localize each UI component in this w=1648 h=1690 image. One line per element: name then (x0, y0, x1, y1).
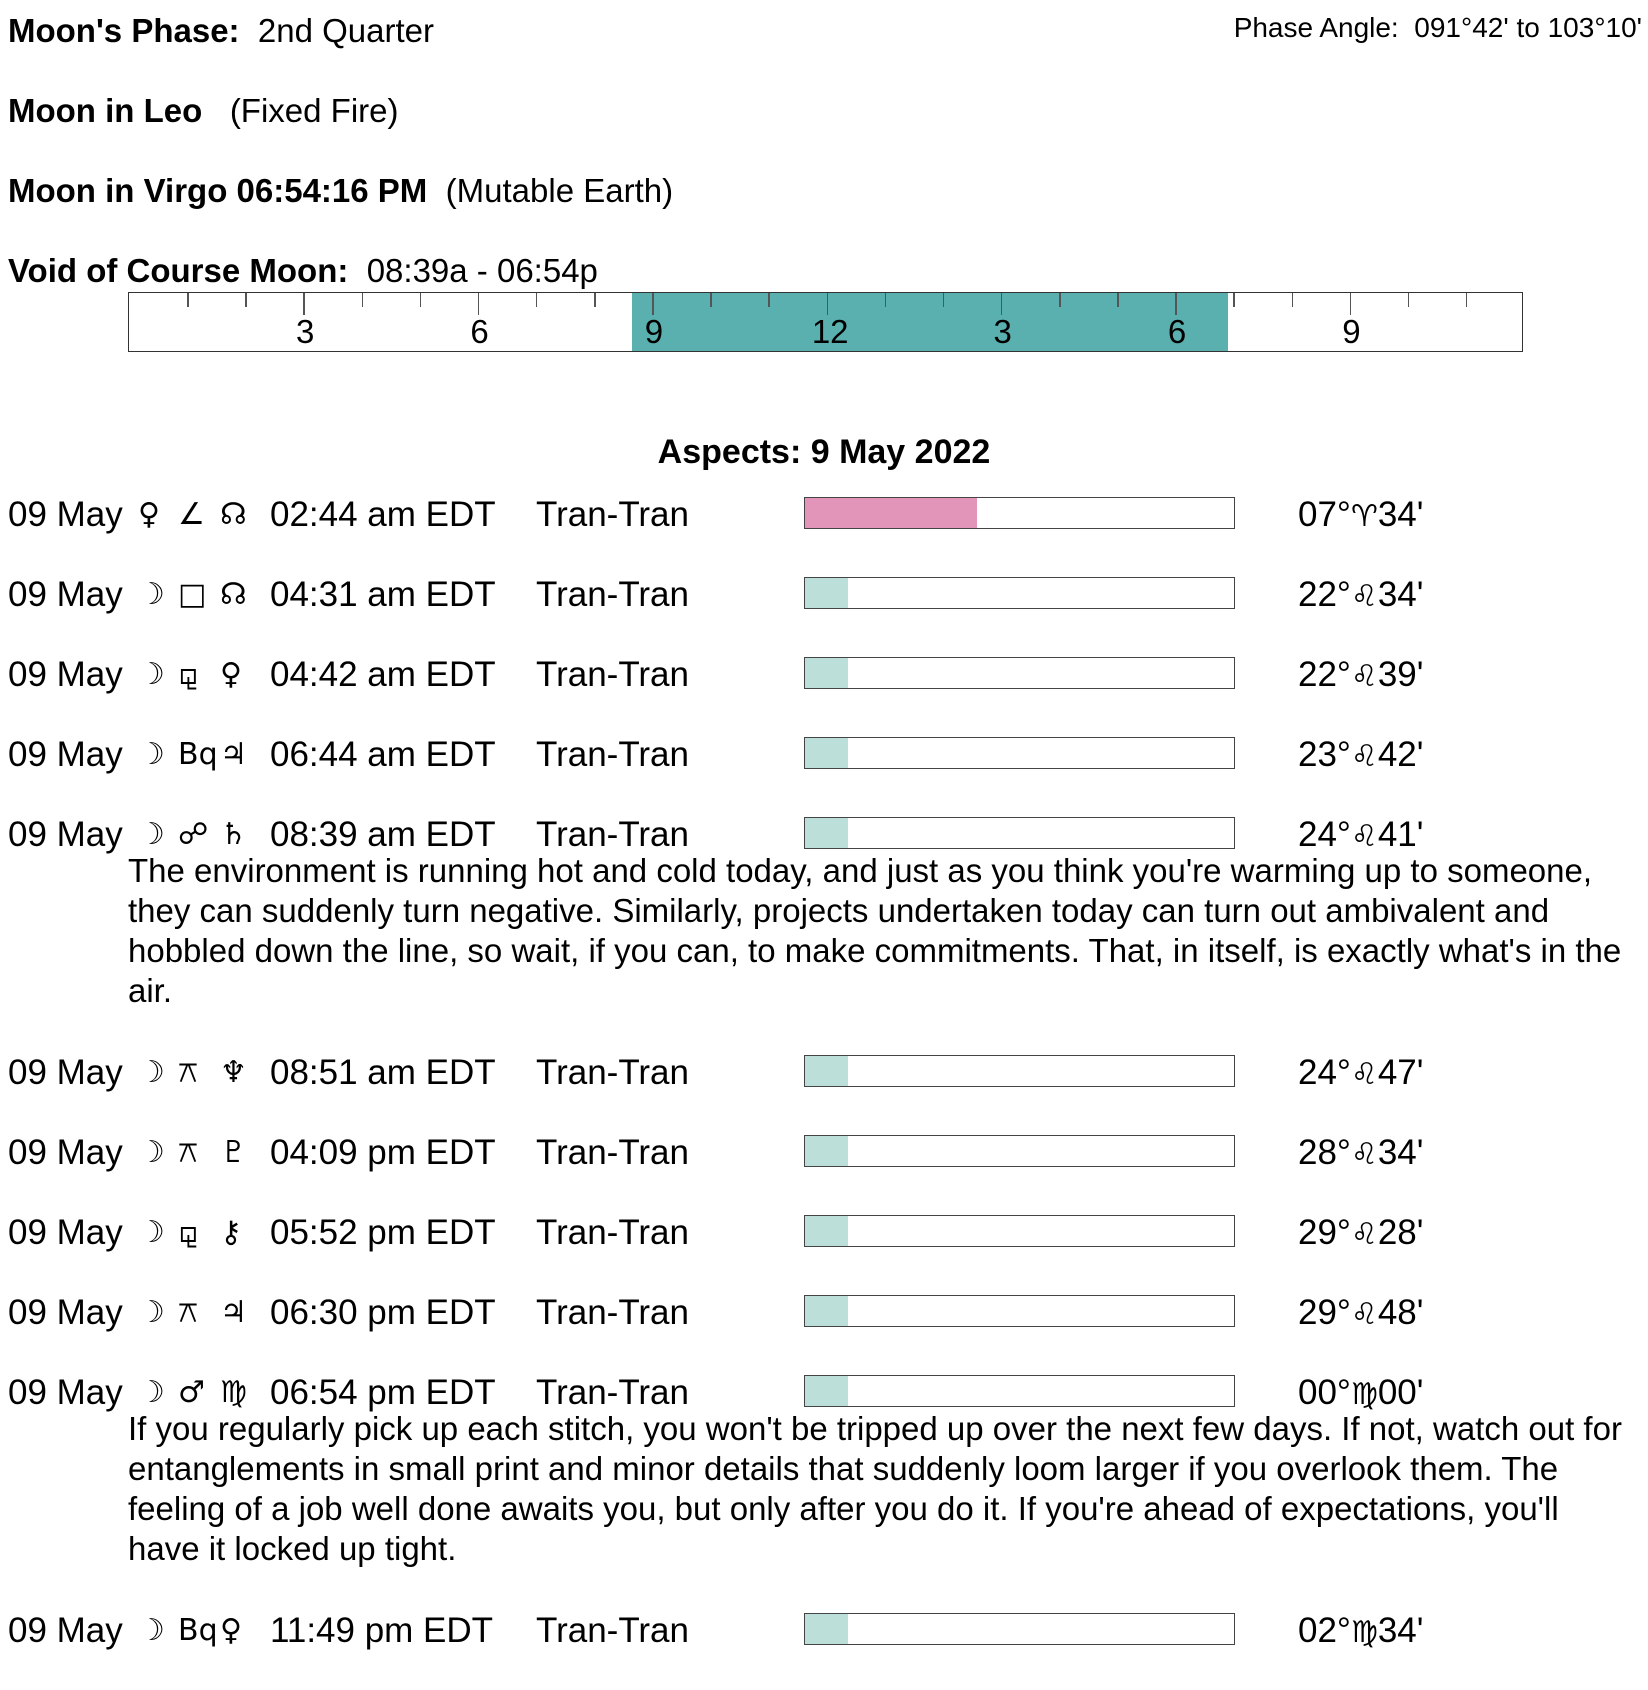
zodiac-sign-icon: ♌ (1350, 1137, 1378, 1172)
zodiac-sign-icon: ♌ (1350, 1217, 1378, 1252)
aspect-position (1298, 575, 1423, 615)
planet2-glyph-icon: ♀ (220, 1613, 242, 1648)
timeline-hour-label: 6 (470, 313, 489, 350)
planet2-glyph-icon: ♍ (220, 1375, 247, 1410)
planet1-glyph-icon: ☽ (138, 1135, 165, 1170)
position-minutes: 34' (1377, 1611, 1424, 1650)
void-of-course-label: Void of Course Moon: (8, 252, 349, 289)
aspect-description: The environment is running hot and cold today, and just as you think you're warming up to someone, they can suddenly turn negative. Similarly, projects undertaken today can turn out ambivalent and hobbled down the line, so wait, if you can, to make commitments. That, in itself, is exactly what's in the air. (128, 852, 1622, 1009)
zodiac-sign-icon: ♍ (1350, 1615, 1378, 1650)
aspect-type: Tran-Tran (536, 1293, 689, 1332)
timeline-tick (1175, 293, 1177, 315)
position-minutes: 41' (1377, 815, 1424, 854)
aspect-time: 05:52 pm EDT (270, 1213, 496, 1252)
aspect-glyph-icon: ♂ (178, 1375, 205, 1410)
timeline-tick (768, 293, 770, 307)
aspect-strength-bar (804, 657, 1235, 689)
aspect-time: 06:30 pm EDT (270, 1293, 496, 1332)
aspect-strength-fill (805, 498, 977, 528)
zodiac-sign-icon: ♌ (1350, 1057, 1378, 1092)
aspect-strength-fill (805, 1136, 848, 1166)
timeline-tick (710, 293, 712, 307)
aspect-date: 09 May (8, 495, 123, 534)
planet1-glyph-icon: ☽ (138, 1295, 165, 1330)
planet2-glyph-icon: ⚷ (220, 1215, 242, 1250)
planet2-glyph-icon: ♆ (220, 1055, 247, 1090)
aspect-strength-bar (804, 497, 1235, 529)
position-minutes: 34' (1377, 1133, 1424, 1172)
position-degrees: 22° (1298, 655, 1351, 694)
planet1-glyph-icon: ☽ (138, 657, 165, 692)
moon-ingress-line (8, 172, 673, 210)
phase-angle-label: Phase Angle: (1233, 12, 1399, 43)
aspect-type: Tran-Tran (536, 1213, 689, 1252)
timeline-tick (362, 293, 364, 307)
aspect-position (1298, 1133, 1423, 1173)
aspect-position (1298, 815, 1423, 855)
position-minutes: 48' (1377, 1293, 1424, 1332)
timeline-tick (1292, 293, 1294, 307)
timeline-tick (652, 293, 654, 315)
aspect-date: 09 May (8, 1373, 123, 1412)
void-of-course-fill (632, 293, 1228, 351)
aspect-time: 04:31 am EDT (270, 575, 496, 614)
timeline-tick (1233, 293, 1235, 307)
zodiac-sign-icon: ♌ (1350, 659, 1378, 694)
aspect-date: 09 May (8, 1053, 123, 1092)
position-degrees: 24° (1298, 815, 1351, 854)
aspect-time: 06:44 am EDT (270, 735, 496, 774)
aspect-type: Tran-Tran (536, 1611, 689, 1650)
position-degrees: 02° (1298, 1611, 1351, 1650)
aspect-date: 09 May (8, 655, 123, 694)
position-degrees: 22° (1298, 575, 1351, 614)
aspect-type: Tran-Tran (536, 655, 689, 694)
aspect-strength-bar (804, 1135, 1235, 1167)
planet1-glyph-icon: ☽ (138, 1613, 165, 1648)
zodiac-sign-icon: ♌ (1350, 819, 1378, 854)
aspect-strength-fill (805, 1056, 848, 1086)
moon-ingress-quality: (Mutable Earth) (445, 172, 674, 209)
planet2-glyph-icon: ☊ (220, 577, 247, 612)
aspect-type: Tran-Tran (536, 815, 689, 854)
position-minutes: 34' (1377, 495, 1424, 534)
planet1-glyph-icon: ☽ (138, 1375, 165, 1410)
zodiac-sign-icon: ♌ (1350, 1297, 1378, 1332)
moon-phase-label: Moon's Phase: (8, 12, 240, 49)
zodiac-sign-icon: ♌ (1350, 579, 1378, 614)
aspect-strength-bar (804, 1375, 1235, 1407)
planet1-glyph-icon: ☽ (138, 1055, 165, 1090)
aspect-glyph-icon: ☍ (178, 817, 209, 852)
timeline-hour-label: 3 (296, 313, 315, 350)
aspect-date: 09 May (8, 735, 123, 774)
position-minutes: 47' (1377, 1053, 1424, 1092)
moon-ingress-label: Moon in Virgo 06:54:16 PM (8, 172, 428, 209)
aspect-type: Tran-Tran (536, 1053, 689, 1092)
zodiac-sign-icon: ♌ (1350, 739, 1378, 774)
planet2-glyph-icon: ♇ (220, 1135, 247, 1170)
timeline-tick (1117, 293, 1119, 307)
phase-angle (1234, 12, 1642, 44)
timeline-hour-label: 12 (811, 313, 849, 350)
aspect-position (1298, 1213, 1423, 1253)
timeline-tick (1466, 293, 1468, 307)
timeline-tick (245, 293, 247, 307)
position-minutes: 00' (1377, 1373, 1424, 1412)
timeline-tick (1408, 293, 1410, 307)
aspect-position (1298, 1373, 1423, 1413)
moon-phase-value: 2nd Quarter (257, 12, 435, 49)
aspect-date: 09 May (8, 1293, 123, 1332)
timeline-tick (1059, 293, 1061, 307)
moon-sign-label: Moon in Leo (8, 92, 203, 129)
aspect-position (1298, 655, 1423, 695)
position-minutes: 34' (1377, 575, 1424, 614)
aspect-type: Tran-Tran (536, 575, 689, 614)
aspect-glyph-icon: ⚼ (178, 657, 199, 692)
aspect-position (1298, 735, 1423, 775)
aspect-glyph-icon: Bq (178, 1613, 218, 1648)
aspect-position (1298, 1053, 1423, 1093)
aspect-date: 09 May (8, 575, 123, 614)
timeline-hour-label: 9 (644, 313, 664, 350)
position-minutes: 39' (1377, 655, 1424, 694)
timeline-tick (303, 293, 305, 315)
aspect-strength-bar (804, 1215, 1235, 1247)
zodiac-sign-icon: ♈ (1350, 499, 1378, 534)
timeline-tick (885, 293, 887, 307)
position-minutes: 42' (1377, 735, 1424, 774)
position-degrees: 07° (1298, 495, 1351, 534)
timeline-tick (1350, 293, 1352, 315)
aspect-time: 11:49 pm EDT (270, 1611, 494, 1650)
timeline-hour-label: 6 (1167, 313, 1187, 350)
aspect-strength-bar (804, 737, 1235, 769)
planet2-glyph-icon: ☊ (220, 497, 247, 532)
void-of-course-value: 08:39a - 06:54p (366, 252, 598, 289)
aspect-time: 06:54 pm EDT (270, 1373, 496, 1412)
aspect-strength-fill (805, 1216, 848, 1246)
aspect-strength-bar (804, 1613, 1235, 1645)
aspect-strength-fill (805, 1614, 848, 1644)
void-of-course-line (8, 252, 598, 290)
aspect-time: 04:09 pm EDT (270, 1133, 496, 1172)
aspect-glyph-icon: ∠ (178, 497, 205, 532)
aspect-strength-fill (805, 1296, 848, 1326)
position-degrees: 29° (1298, 1293, 1351, 1332)
aspect-strength-fill (805, 818, 848, 848)
position-degrees: 00° (1298, 1373, 1351, 1412)
timeline-hour-label: 3 (993, 313, 1012, 350)
timeline-tick (594, 293, 596, 307)
aspect-time: 08:51 am EDT (270, 1053, 496, 1092)
aspect-glyph-icon: ⚼ (178, 1215, 199, 1250)
aspect-strength-fill (805, 658, 848, 688)
aspect-glyph-icon: ⚻ (178, 1135, 198, 1170)
aspect-glyph-icon: ⚻ (178, 1055, 198, 1090)
phase-angle-value: 091°42' to 103°10' (1414, 12, 1642, 43)
position-minutes: 28' (1377, 1213, 1424, 1252)
timeline-tick (1001, 293, 1003, 315)
timeline-tick (943, 293, 945, 307)
aspect-date: 09 May (8, 1213, 123, 1252)
moon-sign-line (8, 92, 399, 130)
aspect-strength-bar (804, 1295, 1235, 1327)
aspect-position (1298, 1611, 1423, 1651)
planet2-glyph-icon: ♀ (220, 657, 242, 692)
aspect-type: Tran-Tran (536, 495, 689, 534)
timeline-tick (420, 293, 422, 307)
timeline-tick (478, 293, 480, 315)
moon-sign-quality: (Fixed Fire) (229, 92, 399, 129)
aspect-glyph-icon: ⚻ (178, 1295, 198, 1330)
aspect-time: 08:39 am EDT (270, 815, 496, 854)
timeline-hour-label: 9 (1342, 313, 1361, 350)
zodiac-sign-icon: ♍ (1350, 1377, 1378, 1412)
aspect-type: Tran-Tran (536, 1133, 689, 1172)
aspect-position (1298, 1293, 1423, 1333)
position-degrees: 24° (1298, 1053, 1351, 1092)
aspect-date: 09 May (8, 1611, 123, 1650)
aspect-strength-fill (805, 738, 848, 768)
aspect-strength-bar (804, 577, 1235, 609)
aspect-position (1298, 495, 1423, 535)
position-degrees: 28° (1298, 1133, 1351, 1172)
moon-phase-line (8, 12, 434, 50)
aspect-type: Tran-Tran (536, 735, 689, 774)
planet1-glyph-icon: ♀ (138, 497, 160, 532)
timeline-tick (536, 293, 538, 307)
aspects-title: Aspects: 9 May 2022 (657, 433, 991, 471)
aspect-strength-bar (804, 1055, 1235, 1087)
position-degrees: 29° (1298, 1213, 1351, 1252)
planet2-glyph-icon: ♃ (220, 737, 247, 772)
aspect-strength-bar (804, 817, 1235, 849)
aspect-description: If you regularly pick up each stitch, you won't be tripped up over the next few days. If not, watch out for entanglements in small print and minor details that suddenly loom larger if you overlook them. The feeling of a job well done awaits you, but only after you do it. If you're ahead of expectations, you'll have it locked up tight. (128, 1410, 1622, 1567)
aspect-type: Tran-Tran (536, 1373, 689, 1412)
aspect-date: 09 May (8, 1133, 123, 1172)
aspect-date: 09 May (8, 815, 123, 854)
aspect-strength-fill (805, 578, 848, 608)
aspect-strength-fill (805, 1376, 848, 1406)
planet1-glyph-icon: ☽ (138, 817, 165, 852)
void-of-course-timeline (128, 292, 1523, 352)
aspect-time: 04:42 am EDT (270, 655, 496, 694)
planet2-glyph-icon: ♄ (220, 817, 247, 852)
aspect-glyph-icon: □ (178, 577, 207, 612)
position-degrees: 23° (1298, 735, 1351, 774)
timeline-tick (187, 293, 189, 307)
planet1-glyph-icon: ☽ (138, 737, 165, 772)
planet1-glyph-icon: ☽ (138, 577, 165, 612)
planet1-glyph-icon: ☽ (138, 1215, 165, 1250)
planet2-glyph-icon: ♃ (220, 1295, 247, 1330)
timeline-tick (827, 293, 829, 315)
aspect-time: 02:44 am EDT (270, 495, 496, 534)
aspect-glyph-icon: Bq (178, 737, 218, 772)
